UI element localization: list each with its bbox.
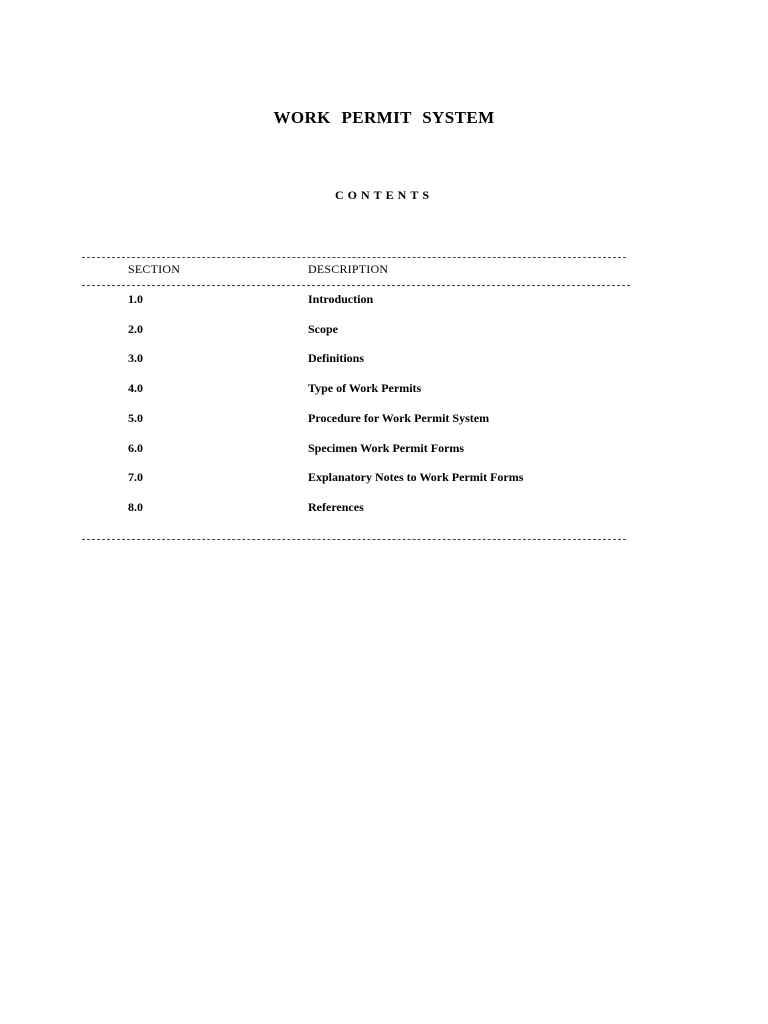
contents-heading: CONTENTS: [334, 188, 434, 202]
toc-row: [0, 322, 768, 340]
section-number: 3.0: [128, 351, 143, 365]
toc-row: [0, 411, 768, 429]
section-number: 2.0: [128, 322, 143, 336]
toc-row: [0, 500, 768, 518]
section-description: Introduction: [308, 292, 374, 306]
section-number: 1.0: [128, 292, 143, 306]
toc-row: [0, 470, 768, 488]
section-column-header: SECTION: [128, 262, 181, 276]
section-description: Definitions: [308, 351, 365, 365]
section-number: 8.0: [128, 500, 143, 514]
description-column-header: DESCRIPTION: [308, 262, 389, 276]
table-top-rule: [82, 257, 626, 258]
section-description: Type of Work Permits: [308, 381, 422, 395]
table-header: [0, 262, 768, 280]
document-title: WORK PERMIT SYSTEM: [273, 108, 495, 127]
table-header-rule: [82, 285, 630, 286]
section-description: Scope: [308, 322, 338, 336]
toc-row: [0, 441, 768, 459]
section-number: 5.0: [128, 411, 143, 425]
toc-row: [0, 292, 768, 310]
section-description: References: [308, 500, 364, 514]
section-description: Specimen Work Permit Forms: [308, 441, 465, 455]
section-number: 6.0: [128, 441, 143, 455]
table-bottom-rule: [82, 539, 626, 540]
toc-row: [0, 381, 768, 399]
toc-row: [0, 351, 768, 369]
section-description: Procedure for Work Permit System: [308, 411, 490, 425]
section-description: Explanatory Notes to Work Permit Forms: [308, 470, 524, 484]
section-number: 7.0: [128, 470, 143, 484]
section-number: 4.0: [128, 381, 143, 395]
